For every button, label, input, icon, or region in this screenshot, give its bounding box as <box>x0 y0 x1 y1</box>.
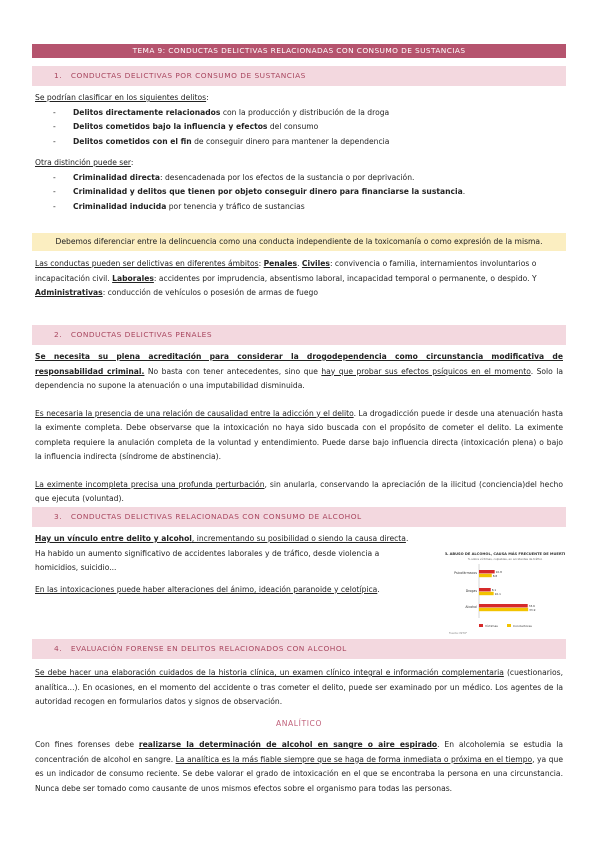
crime-list <box>35 106 563 150</box>
section-number: 3. <box>54 512 63 521</box>
bar-series-2 <box>479 592 494 595</box>
paragraph: Se podrían clasificar en los siguientes delitos: <box>35 93 209 102</box>
bar-series-2 <box>479 574 492 577</box>
category-label: Drogas <box>465 589 477 593</box>
data-label: 8.1 <box>491 588 497 592</box>
section-1-body <box>35 91 563 214</box>
section-1-header <box>32 66 566 86</box>
category-label: Alcohol <box>465 605 477 609</box>
list-item: - Criminalidad directa: desencadenada por los efectos de la sustancia o por deprivación. <box>53 171 563 186</box>
list-item: - Delitos cometidos bajo la influencia y efectos del consumo <box>53 120 563 135</box>
paragraph: Es necesaria la presencia de una relación de causalidad entre la adicción y el delito. La drogadicción puede ir desde una atenuación hasta la eximente completa. Debe observarse que la intoxicación no haya sido buscada con el propósito de cometer el delito. La eximente completa requiere la anulación completa de la voluntad y entendimiento. Puede darse bajo influencia directa (intoxicación plena) o bajo la influencia indirecta (síndrome de abstinencia). <box>35 408 563 461</box>
section-2-body <box>35 350 563 507</box>
section-number: 1. <box>54 71 63 80</box>
list-item: - Delitos cometidos con el fin de conseguir dinero para mantener la dependencia <box>53 135 563 150</box>
category-label: Psicofármacos <box>454 571 477 575</box>
paragraph: Hay un vínculo entre delito y alcohol, incrementando su posibilidad o siendo la causa directa. Ha habido un aumento significativo de accidentes laborales y de tráfico, desde violencia a homicidios, suicidio... <box>35 534 409 572</box>
paragraph: En las intoxicaciones puede haber alteraciones del ánimo, ideación paranoide y celotípica. <box>35 584 380 594</box>
bar-series-2 <box>479 608 528 611</box>
chart-title: EL ABUSO DE ALCOHOL, CAUSA MÁS FRECUENTE DE MUERTE <box>445 552 565 556</box>
chart-source: Fuente: INTCF <box>449 632 467 635</box>
list-item: - Criminalidad inducida por tenencia y tráfico de sustancias <box>53 200 563 215</box>
section-3-header <box>32 507 566 527</box>
bar-series-1 <box>479 588 491 591</box>
data-label: 33.6 <box>528 604 535 608</box>
legend-label-2: Conductores <box>513 624 532 628</box>
data-label: 8.8 <box>492 573 498 578</box>
list-item: - Delitos directamente relacionados con la producción y distribución de la droga <box>53 106 563 121</box>
section-number: 2. <box>54 330 63 339</box>
paragraph: La eximente incompleta precisa una profunda perturbación, sin anularla, conservando la apreciación de la ilicitud (conciencia)del hecho que ejecuta (voluntad). <box>35 479 563 503</box>
paragraph: Otra distinción puede ser: <box>35 158 134 167</box>
chart-svg <box>445 548 565 636</box>
paragraph: Se necesita su plena acreditación para considerar la drogodependencia como circunstancia modificativa de responsabilidad criminal. No basta con tener antecedentes, sino que hay que probar sus efectos psíquicos en el momento. Solo la dependencia no supone la atenuación o una imputabilidad disminuida. <box>35 352 563 390</box>
section-number: 4. <box>54 644 63 653</box>
list-item: - Criminalidad y delitos que tienen por objeto conseguir dinero para financiarse la sustancia. <box>53 185 563 200</box>
data-label: 10.1 <box>494 591 501 596</box>
subheading-analitico: ANALÍTICO <box>275 719 323 728</box>
data-label: 10.8 <box>495 570 502 574</box>
section-title: CONDUCTAS DELICTIVAS POR CONSUMO DE SUSTANCIAS <box>70 71 306 80</box>
section-3-body <box>35 532 413 597</box>
document-title: TEMA 9: CONDUCTAS DELICTIVAS RELACIONADAS CON CONSUMO DE SUSTANCIAS <box>32 44 566 58</box>
paragraph: Se debe hacer una elaboración cuidados de la historia clínica, un examen clínico integral e información complementaria (cuestionarios, analítica...). En ocasiones, en el momento del accidente o tras cometer el delito, puede ser examinado por un médico. Los agentes de la autoridad recogen en formularios datos y signos de observación. <box>35 668 563 706</box>
section-4-header <box>32 639 566 659</box>
paragraph: Las conductas pueden ser delictivas en diferentes ámbitos: Penales. Civiles: convivencia o familia, internamientos involuntarios o incapacitación civil. Laborales: accidentes por imprudencia, absentismo laboral, incapacidad temporal o permanente, o despido. Y Administrativas: conducción de vehículos o posesión de armas de fuego <box>35 259 537 297</box>
section-title: CONDUCTAS DELICTIVAS PENALES <box>70 330 213 339</box>
chart-subtitle: % sobre víctimas, culpables, en accidentes de tráfico <box>467 557 543 561</box>
bar-series-1 <box>479 604 528 607</box>
legend-swatch-1 <box>479 624 483 627</box>
legend-swatch-2 <box>507 624 511 627</box>
section-2-header <box>32 325 566 345</box>
analitico-body <box>35 738 563 796</box>
section-title: EVALUACIÓN FORENSE EN DELITOS RELACIONADOS CON ALCOHOL <box>70 644 347 653</box>
highlight-note: Debemos diferenciar entre la delincuencia como una conducta independiente de la toxicomanía o como expresión de la misma. <box>32 233 566 251</box>
alcohol-chart <box>445 548 565 636</box>
section-title: CONDUCTAS DELICTIVAS RELACIONADAS CON CONSUMO DE ALCOHOL <box>70 512 362 521</box>
criminality-list <box>35 171 563 215</box>
section-4-body <box>35 666 563 710</box>
data-label: 33.9 <box>529 607 536 612</box>
paragraph: Con fines forenses debe realizarse la determinación de alcohol en sangre o aire espirado. En alcoholemia se estudia la concentración de alcohol en sangre. La analítica es la más fiable siempre que se haga de forma inmediata o próxima en el tiempo, ya que es un indicador de consumo reciente. Se debe valorar el grado de intoxicación en el que se encontraba la persona en una circunstancia. Nunca debe ser tomado como causante de unos mismos efectos sobre el organismo para todas las personas. <box>35 740 563 793</box>
legend-label-1: Víctimas <box>485 624 498 628</box>
